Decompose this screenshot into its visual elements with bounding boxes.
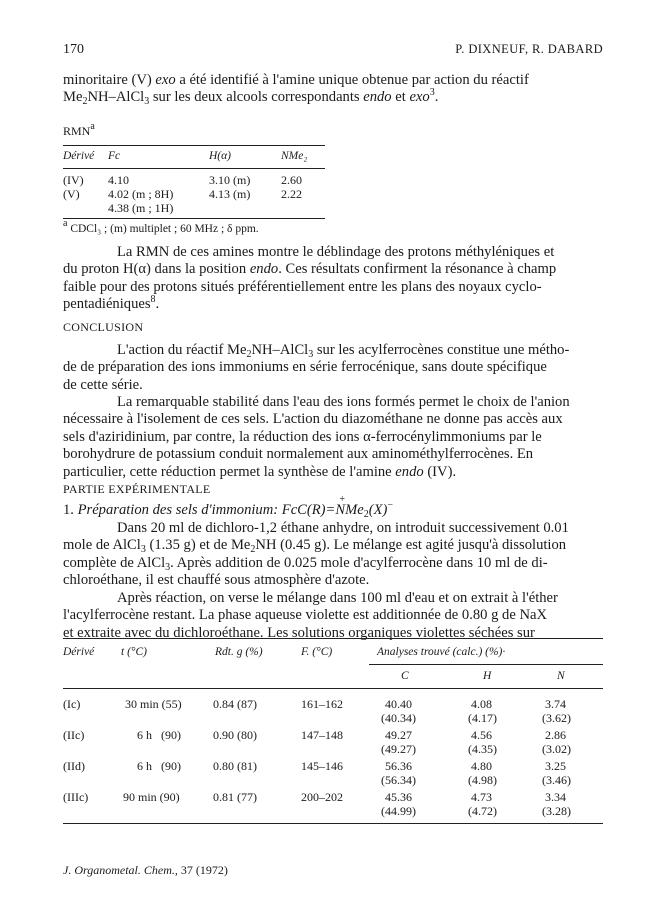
table-row: (V) 4.02 (m ; 8H) 4.13 (m) 2.22 — [63, 187, 302, 201]
text-line: $Me_2NH-AlCl_3$ sur les deux alcools correspondants endo et exo$^3$. — [63, 87, 439, 108]
table-header: Dérivé t (°C) Rdt. g (%) F. (°C) Analyses trouvé (calc.) (%)· — [63, 646, 506, 658]
subsection-heading: 1. Préparation des sels d'immonium: FcC(R)= + NMe$_2$(X)− — [63, 494, 394, 520]
table-rule — [63, 823, 603, 824]
table-row: (IId) 6 h (90) 0.80 (81) 145–146 56.36 (56.34) 4.80 (4.98) 3.25 (3.46) — [63, 759, 571, 787]
table-rule — [63, 168, 325, 169]
text-line: minoritaire (V) exo a été identifié à l'amine unique obtenue par action du réactif — [63, 72, 529, 88]
paragraph-procedure-2: Après réaction, on verse le mélange dans 100 ml d'eau et on extrait à l'éther l'acylferrocène restant. La phase aqueuse violette est additionnée de 0.80 g de NaX et extraite avec du dichloroéthane. Les solutions organiques violettes séchées sur — [63, 590, 558, 641]
section-heading-experimental: PARTIE EXPÉRIMENTALE — [63, 482, 211, 496]
journal-footer: J. Organometal. Chem., 37 (1972) — [63, 863, 228, 877]
rmn-table-header: Dérivé Fc H(α) NMe₂ — [63, 150, 308, 162]
table-subheader: C H N — [401, 670, 565, 682]
paragraph-exo-amine — [63, 72, 603, 107]
table-rule — [63, 638, 603, 639]
paragraph-procedure-1: Dans 20 ml de dichloro-1,2 éthane anhydre, on introduit successivement 0.01 mole de AlCl$_3$ (1.35 g) et de $Me_2NH$ (0.45 g). Le mélange est agité jusqu'à dissolution complète de AlCl$_3$. Après addition de 0.025 mole d'acylferrocène dans 10 ml de di- chloroéthane, il est chauffé sous atmosphère d'azote. — [63, 520, 569, 589]
table-rule — [63, 145, 325, 146]
running-authors: P. DIXNEUF, R. DABARD — [455, 42, 603, 56]
table-rule — [63, 218, 325, 219]
section-heading-conclusion: CONCLUSION — [63, 320, 144, 334]
rmn-table-title: RMN$^a$ — [63, 121, 95, 138]
table-row: (IV) 4.10 3.10 (m) 2.60 — [63, 173, 302, 187]
table-row: (Ic) 30 min (55) 0.84 (87) 161–162 40.40 (40.34) 4.08 (4.17) 3.74 (3.62) — [63, 697, 571, 725]
table-row: 4.38 (m ; 1H) — [108, 201, 174, 215]
table-rule — [369, 664, 603, 665]
paragraph-conclusion-2: La remarquable stabilité dans l'eau des ions formés permet le choix de l'anion nécessaire à l'isolement de ces sels. L'action du diazométhane ne donne pas accès aux sels d'aziridinium, par contre, la réduction des ions α-ferrocénylimmoniums par le borohydrure de potassium conduit normalement aux aminométhylferrocènes. En particulier, cette réduction permet la synthèse de l'amine endo (IV). — [63, 394, 570, 480]
table-row: (IIIc) 90 min (90) 0.81 (77) 200–202 45.36 (44.99) 4.73 (4.72) 3.34 (3.28) — [63, 790, 571, 818]
paragraph-conclusion-1: L'action du réactif $Me_2NH-AlCl_3$ sur les acylferrocènes constitue une métho- de de préparation des ions immoniums en série ferrocénique, sans doute spécifique de cette série. — [63, 342, 570, 393]
running-header — [63, 42, 603, 60]
table-rule — [63, 688, 603, 689]
table-row: (IIc) 6 h (90) 0.90 (80) 147–148 49.27 (49.27) 4.56 (4.35) 2.86 (3.02) — [63, 728, 571, 756]
paragraph-rmn-discussion: La RMN de ces amines montre le déblindage des protons méthyléniques et du proton H(α) dans la position endo. Ces résultats confirment la résonance à champ faible pour des protons situés préférentiellement entre les plans des noyaux cyclo- pentadiéniques$^8$. — [63, 244, 557, 313]
table-footnote: $^a$ CDCl₃ ; (m) multiplet ; 60 MHz ; δ ppm. — [63, 218, 259, 235]
page-number: 170 — [63, 42, 84, 57]
